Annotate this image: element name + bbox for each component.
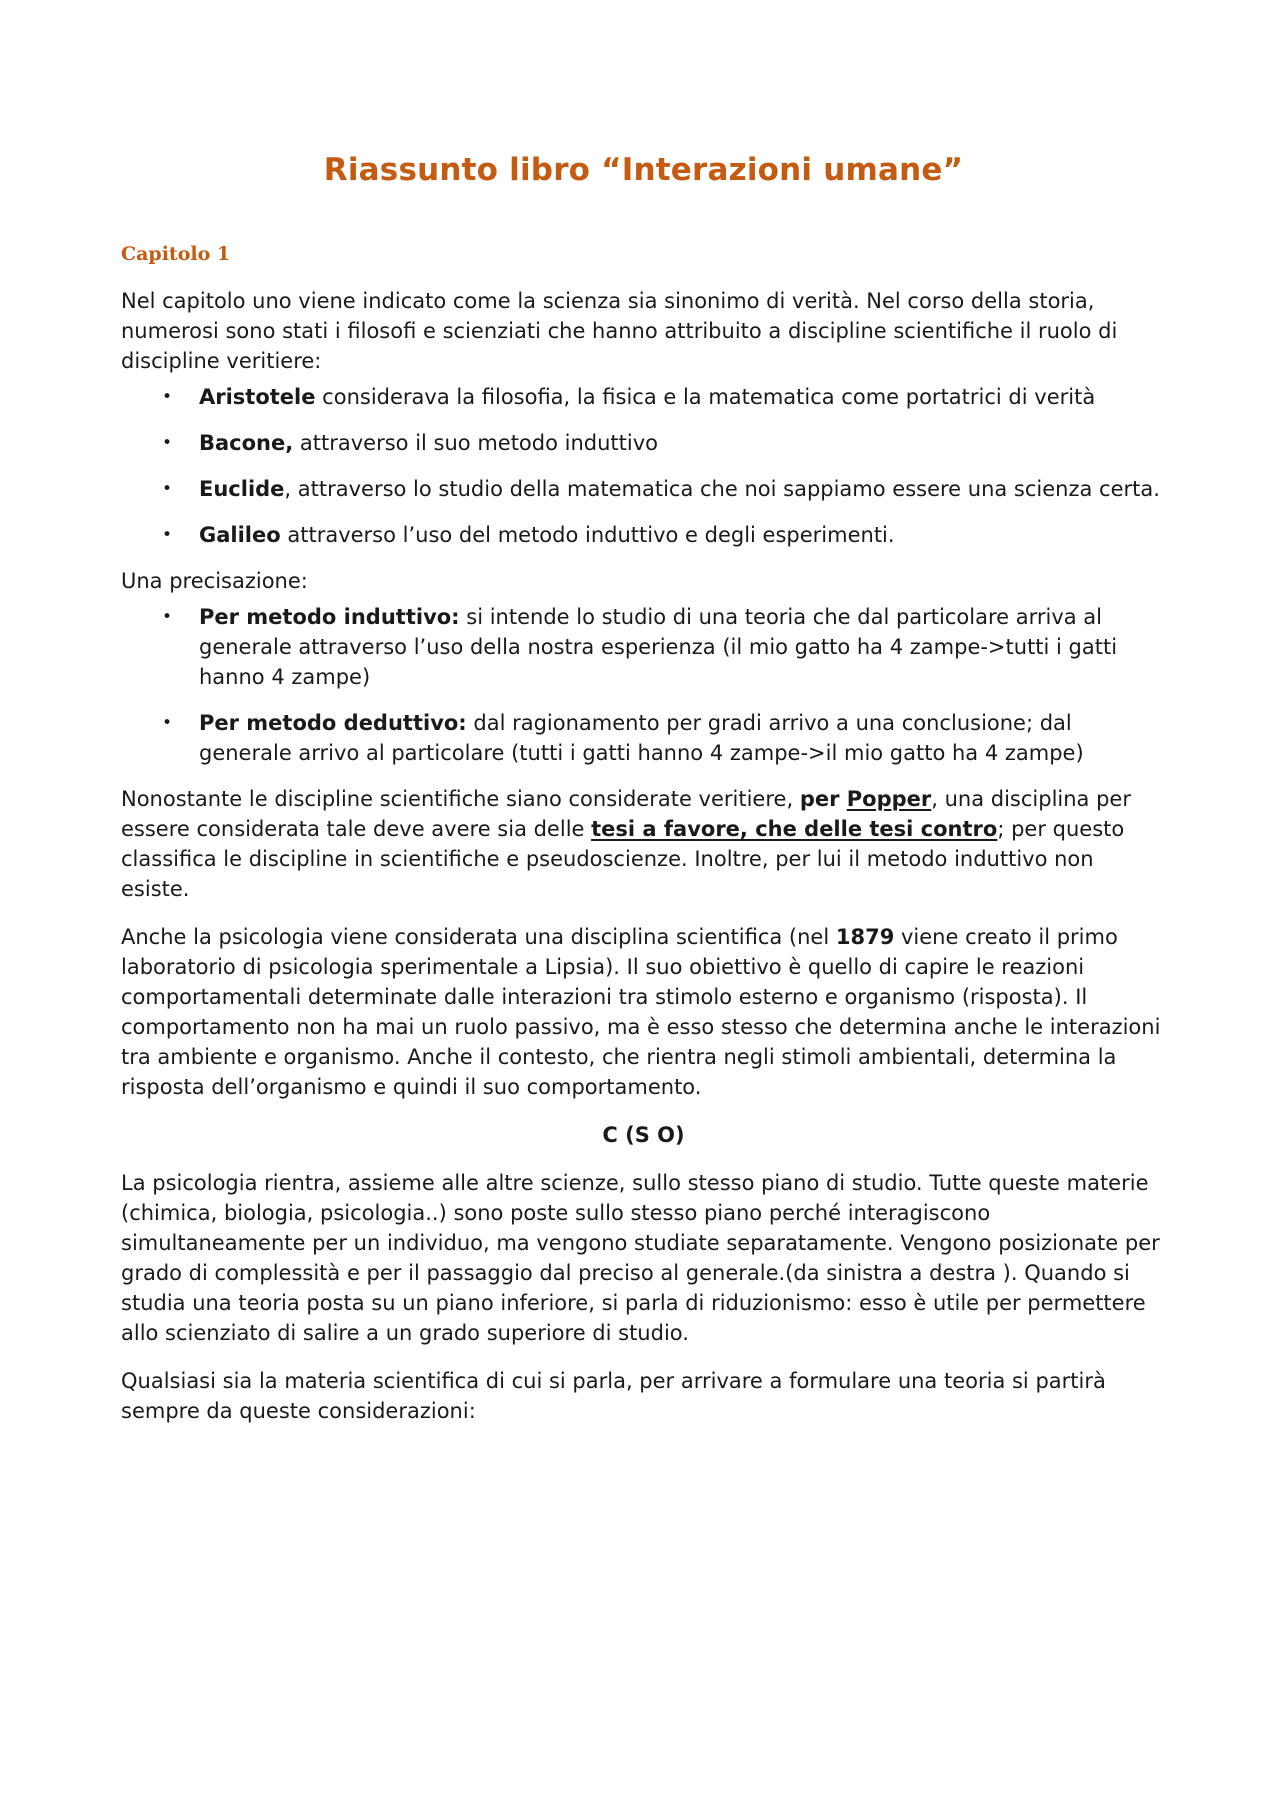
chapter-heading: Capitolo 1 — [121, 243, 231, 265]
list-item — [121, 428, 1166, 458]
methods-list — [121, 602, 1166, 768]
intro-paragraph: Nel capitolo uno viene indicato come la scienza sia sinonimo di verità. Nel corso della storia, numerosi sono stati i filosofi e scienziati che hanno attribuito a discipline scientifiche il ruolo di discipline veritiere: — [121, 289, 1118, 373]
document-title: Riassunto libro “Interazioni umane” — [323, 152, 964, 188]
list-item — [121, 602, 1166, 692]
document-content — [121, 148, 1166, 1426]
list-item-text: dal ragionamento per gradi arrivo a una conclusione; dal generale arrivo al particolare (tutti i gatti hanno 4 zampe->il mio gatto ha 4 zampe) — [199, 711, 1084, 765]
list-item-term: Per metodo deduttivo: — [199, 711, 467, 735]
list-item-term: Euclide — [199, 477, 285, 501]
precisation-label: Una precisazione: — [121, 569, 308, 593]
list-item-term: Per metodo induttivo: — [199, 605, 460, 629]
list-item-term: Aristotele — [199, 385, 316, 409]
closing-paragraph: Qualsiasi sia la materia scientifica di cui si parla, per arrivare a formulare una teoria si partirà sempre da queste considerazioni: — [121, 1369, 1106, 1423]
philosophers-list — [121, 382, 1166, 550]
psychology-paragraph: Anche la psicologia viene considerata una disciplina scientifica (nel 1879 viene creato il primo laboratorio di psicologia sperimentale a Lipsia). Il suo obiettivo è quello di capire le reazioni comportamentali determinate dalle interazioni tra stimolo esterno e organismo (risposta). Il comportamento non ha mai un ruolo passivo, ma è esso stesso che determina anche le interazioni tra ambiente e organismo. Anche il contesto, che rientra negli stimoli ambientali, determina la risposta dell’organismo e quindi il suo comportamento. — [121, 925, 1161, 1099]
list-item — [121, 520, 1166, 550]
popper-paragraph: Nonostante le discipline scientifiche siano considerate veritiere, per Popper, una disciplina per essere considerata tale deve avere sia delle tesi a favore, che delle tesi contro; per questo classifica le discipline in scientifiche e pseudoscienze. Inoltre, per lui il metodo induttivo non esiste. — [121, 787, 1131, 901]
list-item — [121, 708, 1166, 768]
tesi-emphasis: tesi a favore, che delle tesi contro — [591, 817, 998, 841]
popper-name: Popper — [846, 787, 932, 811]
formula-heading: C (S O) — [602, 1123, 685, 1147]
list-item — [121, 474, 1166, 504]
list-item-text: considerava la filosofia, la fisica e la matematica come portatrici di verità — [315, 385, 1096, 409]
list-item — [121, 382, 1166, 412]
popper-per: per — [799, 787, 847, 811]
list-item-text: si intende lo studio di una teoria che dal particolare arriva al generale attraverso l’uso della nostra esperienza (il mio gatto ha 4 zampe->tutti i gatti hanno 4 zampe) — [199, 605, 1118, 689]
list-item-text: attraverso il suo metodo induttivo — [293, 431, 658, 455]
year-emphasis: 1879 — [835, 925, 895, 949]
list-item-term: Bacone, — [199, 431, 294, 455]
list-item-text: attraverso l’uso del metodo induttivo e degli esperimenti. — [280, 523, 895, 547]
list-item-term: Galileo — [199, 523, 281, 547]
list-item-text: , attraverso lo studio della matematica che noi sappiamo essere una scienza certa. — [284, 477, 1160, 501]
reductionism-paragraph: La psicologia rientra, assieme alle altre scienze, sullo stesso piano di studio. Tutte queste materie (chimica, biologia, psicologia..) sono poste sullo stesso piano perché interagiscono simultaneamente per un individuo, ma vengono studiate separatamente. Vengono posizionate per grado di complessità e per il passaggio dal preciso al generale.(da sinistra a destra ). Quando si studia una teoria posta su un piano inferiore, si parla di riduzionismo: esso è utile per permettere allo scienziato di salire a un grado superiore di studio. — [121, 1171, 1160, 1345]
